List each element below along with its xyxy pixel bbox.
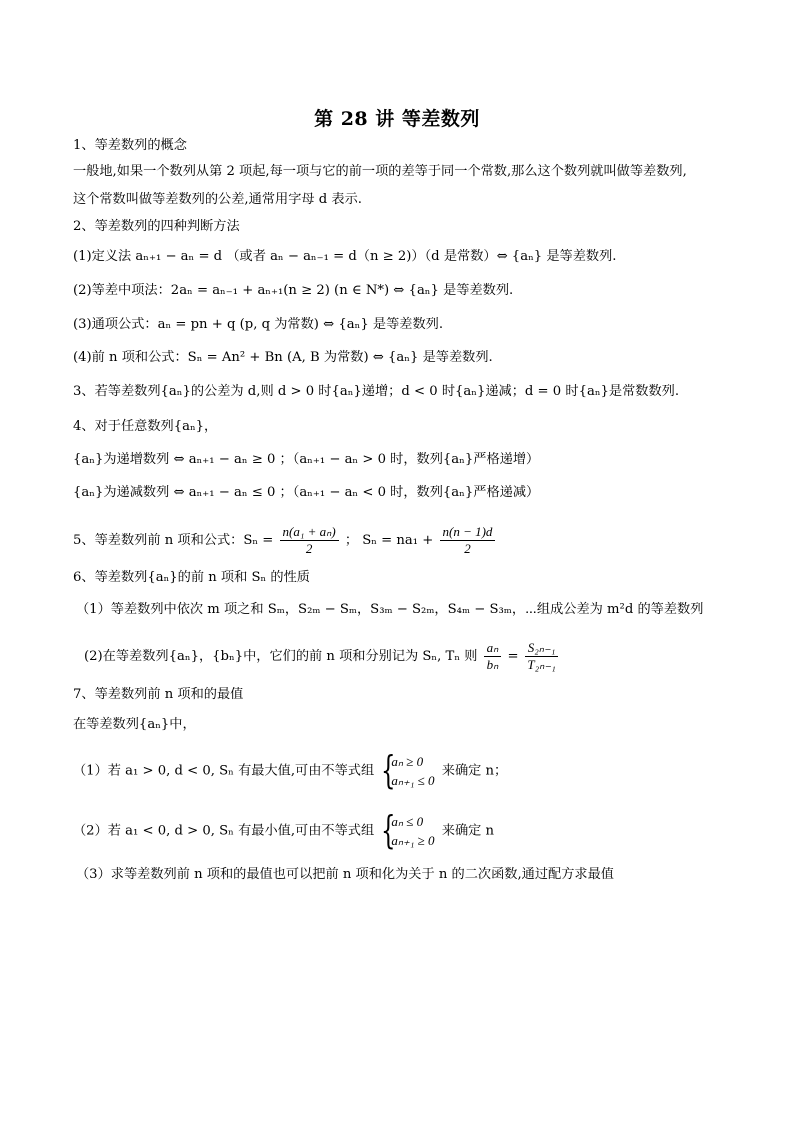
s7-intro: 在等差数列{aₙ}中， [73,717,196,732]
s4-inc: {aₙ}为递增数列 ⇔ aₙ₊₁ − aₙ ≥ 0 ；（aₙ₊₁ − aₙ > 0 时，数列{aₙ}严格递增） [73,452,540,467]
s7-2-row-2: aₙ₊₁ ≥ 0 [391,833,435,848]
s6-2-left-fraction [484,640,502,673]
s1-def-2: 这个常数叫做等差数列的公差,通常用字母 d 表示. [73,192,362,207]
s5-fraction-1-numerator: n(a₁ + aₙ) [280,524,339,541]
s5-fraction-1 [280,524,339,557]
s7-2-inequality-system [381,808,435,852]
s6-2-right-denominator: T₂ₙ₋₁ [527,657,556,672]
left-brace-icon: { [381,748,396,792]
s7-1-row-1: aₙ ≥ 0 [391,754,424,769]
s7-item-1 [73,748,508,792]
s6-2-left-denominator: bₙ [486,657,499,672]
s5-fraction-2 [440,524,496,557]
s7-1-suffix: 来确定 n； [441,763,508,779]
s4-dec: {aₙ}为递减数列 ⇔ aₙ₊₁ − aₙ ≤ 0 ；（aₙ₊₁ − aₙ < 0 时，数列{aₙ}严格递减） [73,485,540,500]
s5-formula-line [73,524,497,557]
s6-2-equals: = [507,649,519,664]
s2-item-2: (2)等差中项法：2aₙ = aₙ₋₁ + aₙ₊₁(n ≥ 2) (n ∈ N*) ⇔ {aₙ} 是等差数列. [73,283,514,298]
s6-2-prefix: (2)在等差数列{aₙ}，{bₙ}中，它们的前 n 项和分别记为 Sₙ, Tₙ 则 [84,649,478,664]
s7-heading: 7、等差数列前 n 项和的最值 [73,687,244,702]
s6-item-1: （1）等差数列中依次 m 项之和 Sₘ，S₂ₘ − Sₘ，S₃ₘ − S₂ₘ，S₄ₘ − S₃ₘ，⋯组成公差为 m²d 的等差数列 [76,602,704,617]
s4-heading: 4、对于任意数列{aₙ}， [73,419,218,434]
s2-heading: 2、等差数列的四种判断方法 [73,219,240,234]
s5-prefix: 5、等差数列前 n 项和公式：Sₙ = [73,533,274,548]
s2-item-3: (3)通项公式：aₙ = pn + q (p, q 为常数) ⇔ {aₙ} 是等差数列. [73,317,444,332]
s7-item-2 [73,808,495,852]
s6-heading: 6、等差数列{aₙ}的前 n 项和 Sₙ 的性质 [73,570,310,585]
s7-2-row-1: aₙ ≤ 0 [391,814,424,829]
s7-1-prefix: （1）若 a₁ > 0, d < 0, Sₙ 有最大值,可由不等式组 [73,763,375,779]
s3: 3、若等差数列{aₙ}的公差为 d,则 d > 0 时{aₙ}递增；d < 0 时{aₙ}递减；d = 0 时{aₙ}是常数数列. [73,384,680,399]
s5-fraction-2-numerator: n(n − 1)d [440,524,496,541]
page-title: 第 28 讲 等差数列 [314,108,480,130]
s6-2-left-numerator: aₙ [484,640,502,657]
s6-2-right-fraction [525,640,559,673]
s5-mid: ； Sₙ = na₁ + [344,533,434,548]
s5-fraction-2-denominator: 2 [464,541,471,556]
s7-2-suffix: 来确定 n [441,823,495,839]
s7-item-3: （3）求等差数列前 n 项和的最值也可以把前 n 项和化为关于 n 的二次函数,通过配方求最值 [76,867,614,882]
s5-fraction-1-denominator: 2 [305,541,313,556]
s7-1-row-2: aₙ₊₁ ≤ 0 [391,773,435,788]
s1-heading: 1、等差数列的概念 [73,138,187,153]
s6-item-2 [84,640,560,673]
s1-def-1: 一般地,如果一个数列从第 2 项起,每一项与它的前一项的差等于同一个常数,那么这个数列就叫做等差数列, [73,164,687,179]
s7-1-inequality-system [381,748,435,792]
s6-2-right-numerator: S₂ₙ₋₁ [525,640,559,657]
s2-item-4: (4)前 n 项和公式：Sₙ = An² + Bn (A, B 为常数) ⇔ {aₙ} 是等差数列. [73,350,493,365]
s7-2-prefix: （2）若 a₁ < 0, d > 0, Sₙ 有最小值,可由不等式组 [73,823,375,839]
s2-item-1: (1)定义法 aₙ₊₁ − aₙ = d （或者 aₙ − aₙ₋₁ = d（n ≥ 2)）（d 是常数）⇔ {aₙ} 是等差数列. [73,249,617,264]
left-brace-icon: { [381,808,396,852]
